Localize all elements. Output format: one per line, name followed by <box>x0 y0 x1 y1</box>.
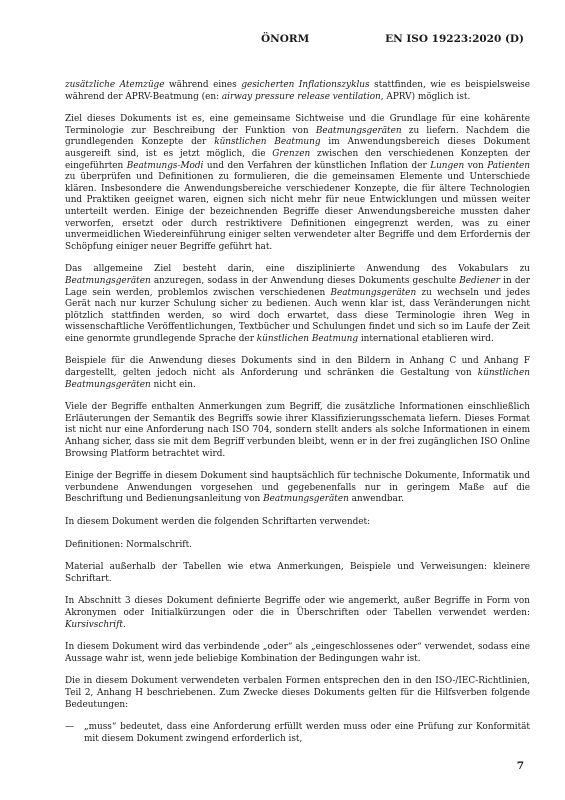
paragraph <box>65 596 530 631</box>
paragraph <box>65 356 530 391</box>
text-run: Einige der Begriffe in diesem Dokument sind hauptsächlich für technische Dokumente, Informatik und verbundene Anwendungen vorgesehen und gegebenenfalls nur in geringem Maße auf die Beschriftung und Bedienungsanleitung von <box>65 471 530 505</box>
text-run: Beispiele für die Anwendung dieses Dokuments sind in den Bildern in Anhang C und Anhang F dargestellt, gelten jedoch nicht als Anforderung und schränken die Gestaltung von <box>65 356 530 379</box>
text-run: stattfinden, wie es beispielsweise während der APRV-Beatmung (en: <box>65 80 530 102</box>
italic-term: Beatmungsgeräten <box>315 125 402 136</box>
italic-term: Beatmungs-Modi <box>126 160 204 171</box>
text-run: und den Verfahren der künstlichen Inflation der <box>203 160 431 171</box>
text-run: in der Lage sein werden, problemlos zwischen verschiedenen <box>65 275 531 298</box>
italic-term: Lungen <box>430 160 465 171</box>
italic-term: Beatmungsgeräten <box>65 275 151 286</box>
text-run: zu überprüfen und Definitionen zu formulieren, die die gemeinsamen Elemente und Unterschiede klären. Insbesondere die Anwendungsbereiche verschiedener Konzepte, die für ältere Technologien und Praktiken geeignet waren, eignen sich nicht mehr für neue Entwicklungen und müssen weiter unterteilt werden. Einige der bezeichnenden Begriffe dieser Anwendungsbereiche mussten daher verworfen, ersetzt oder durch restriktivere Definitionen eingegrenzt werden, was zu einer unvermeidlichen Wiedereinführung einiger selten verwendeter alter Begriffe und dem Erfordernis der Schöpfung einiger neuer Begriffe geführt hat. <box>65 172 530 252</box>
text-run: Definitionen: Normalschrift. <box>65 539 192 550</box>
text-run: während eines <box>164 80 242 90</box>
text-run: Das allgemeine Ziel besteht darin, eine disziplinierte Anwendung des Vokabulars zu <box>65 264 530 275</box>
text-run: Viele der Begriffe enthalten Anmerkungen zum Begriff, die zusätzliche Informationen einschließlich Erläuterungen der Semantik des Begriffs sowie ihrer Klassifizierungsschemata liefern. Dieses Format ist nicht nur eine Anforderung nach ISO 704, sondern stellt anders als solche Informationen in einem Anhang sicher, dass sie mit dem Begriff verbunden bleibt, wenn er in der frei zugänglichen ISO Online Browsing Platform betrachtet wird. <box>65 402 530 459</box>
italic-term: airway pressure release ventilation <box>221 91 381 102</box>
text-run: zwischen den verschiedenen Konzepten der eingeführten <box>65 148 531 171</box>
text-run: zu liefern. Nachdem die grundlegenden Konzepte der <box>65 125 530 148</box>
italic-term: Beatmungsgeräten <box>330 287 417 298</box>
paragraph <box>65 80 530 103</box>
paragraph <box>65 517 530 529</box>
page-header <box>0 33 565 49</box>
italic-term: Grenzen <box>272 148 311 159</box>
paragraph <box>65 264 530 345</box>
italic-term: künstlichen Beatmung <box>256 333 359 344</box>
header-document-number: EN ISO 19223:2020 (D) <box>385 33 524 45</box>
paragraph <box>65 642 530 665</box>
paragraph <box>65 562 530 585</box>
italic-term: gesicherten Inflationszyklus <box>241 80 370 90</box>
paragraph <box>65 471 530 506</box>
text-run: Ziel dieses Dokuments ist es, eine gemeinsame Sichtweise und die Grundlage für eine kohärente Terminologie zur Beschreibung der Funktion von <box>65 114 530 136</box>
paragraph <box>65 676 530 711</box>
text-run: zu wechseln und jedes Gerät nach nur kurzer Schulung sicher zu bedienen. Auch wenn klar ist, dass Veränderungen nicht plötzlich stattfinden werden, so wird doch erwartet, dass diese Terminologie ihren Weg in wissenschaftliche Veröffentlichungen, Textbücher und Schulungen findet und sich so im Laufe der Zeit eine genormte grundlegende Sprache der <box>65 287 530 344</box>
header-standard-body: ÖNORM <box>261 33 310 45</box>
text-run: In Abschnitt 3 dieses Dokument definierte Begriffe oder wie angemerkt, außer Begriffe in Form von Akronymen oder Initialkürzungen oder die in Überschriften oder Tabellen verwendet werden: <box>65 596 530 618</box>
text-run: im Anwendungsbereich dieses Dokument ausgereift sind, ist es jetzt möglich, die <box>65 137 530 159</box>
text-run: Die in diesem Dokument verwendeten verbalen Formen entsprechen den in den ISO-/IEC-Richtlinien, Teil 2, Anhang H beschriebenen. Zum Zwecke dieses Dokuments gelten für die Hilfsverben folgende Bedeutungen: <box>65 676 530 710</box>
paragraph-container <box>65 80 530 711</box>
page-number: 7 <box>516 760 524 772</box>
text-run: anwendbar. <box>348 494 404 505</box>
document-body <box>65 80 530 745</box>
paragraph <box>65 540 530 552</box>
list-dash: — <box>65 722 74 733</box>
text-run: von <box>464 160 488 171</box>
text-run: anzuregen, sodass in der Anwendung dieses Dokuments geschulte <box>150 275 460 286</box>
italic-term: Beatmungsgeräten <box>263 494 349 505</box>
text-run: international etablieren wird. <box>358 333 494 344</box>
text-run: . <box>122 619 126 630</box>
text-run: nicht ein. <box>150 379 196 390</box>
italic-term: zusätzliche Atemzüge <box>65 80 165 90</box>
list-item-text: „muss“ bedeutet, dass eine Anforderung erfüllt werden muss oder eine Prüfung zur Konformität mit diesem Dokument zwingend erforderlich ist, <box>84 722 530 744</box>
paragraph <box>65 402 530 460</box>
italic-term: künstlichen Beatmung <box>214 137 321 148</box>
text-run: , APRV) möglich ist. <box>380 91 471 102</box>
italic-term: Bediener <box>459 275 500 286</box>
italic-term: Kursivschrift <box>65 619 123 630</box>
text-run: Material außerhalb der Tabellen wie etwa Anmerkungen, Beispiele und Verweisungen: kleinere Schriftart. <box>65 562 530 584</box>
paragraph <box>65 114 530 253</box>
text-run: In diesem Dokument werden die folgenden Schriftarten verwendet: <box>65 517 371 527</box>
list-item <box>65 722 530 745</box>
text-run: In diesem Dokument wird das verbindende „oder“ als „eingeschlossenes oder“ verwendet, sodass eine Aussage wahr ist, wenn jede beliebige Kombination der Bedingungen wahr ist. <box>65 642 530 664</box>
italic-term: Patienten <box>487 160 531 171</box>
italic-term: künstlichen Beatmungsgeräten <box>65 368 530 390</box>
